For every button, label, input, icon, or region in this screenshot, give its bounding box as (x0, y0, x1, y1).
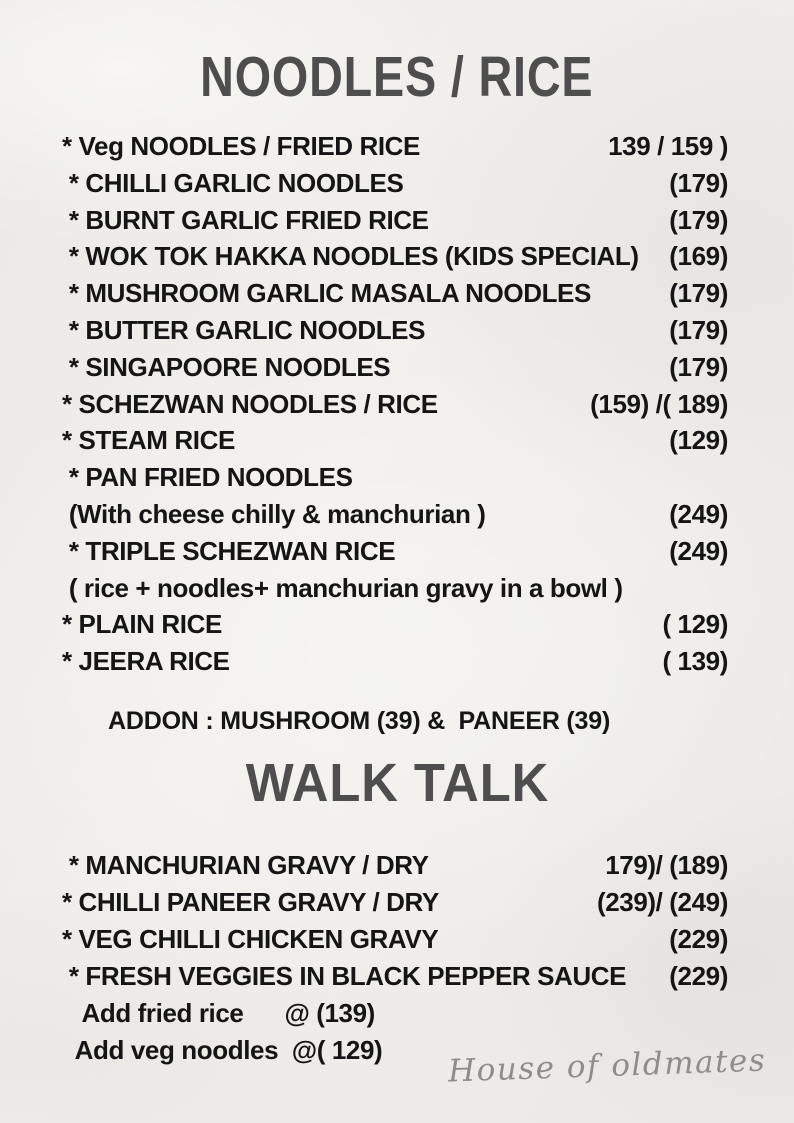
section-title-noodles-rice (0, 44, 794, 110)
menu-item-row (62, 496, 728, 533)
menu-item-name: * BURNT GARLIC FRIED RICE (62, 204, 429, 235)
menu-item-price: (229) (669, 924, 728, 954)
menu-item-name: * WOK TOK HAKKA NOODLES (KIDS SPECIAL) (62, 241, 639, 272)
menu-item-price: 139 / 159 ) (608, 131, 728, 161)
menu-item-row (62, 606, 728, 643)
menu-item-row (62, 275, 728, 312)
menu-item-row (62, 459, 728, 496)
menu-item-name: Add fried rice @ (139) (62, 998, 375, 1028)
menu-item-name: * TRIPLE SCHEZWAN RICE (62, 535, 396, 566)
menu-item-name: * STEAM RICE (62, 425, 235, 456)
menu-item-row (62, 422, 728, 459)
section-title-walk-talk (0, 752, 794, 814)
menu-item-row (62, 349, 728, 386)
menu-item-row (62, 958, 728, 995)
brand-signature: House of oldmates (447, 1042, 767, 1090)
menu-item-row (62, 643, 728, 680)
menu-item-name: * PLAIN RICE (62, 609, 222, 640)
menu-item-name: * SINGAPOORE NOODLES (62, 351, 391, 382)
menu-item-price: (249) (669, 535, 728, 566)
menu-item-price: (169) (669, 241, 728, 272)
menu-item-row (62, 202, 728, 239)
menu-item-row (62, 238, 728, 275)
menu-item-name: ( rice + noodles+ manchurian gravy in a bowl ) (62, 572, 623, 603)
menu-item-name: * SCHEZWAN NOODLES / RICE (62, 388, 438, 419)
menu-item-row (62, 995, 728, 1032)
menu-item-price: ( 139) (662, 646, 728, 677)
menu-item-name: * MANCHURIAN GRAVY / DRY (62, 850, 429, 880)
menu-item-name: * BUTTER GARLIC NOODLES (62, 314, 426, 345)
menu-item-name: * PAN FRIED NOODLES (62, 462, 353, 493)
menu-item-price: (179) (669, 278, 728, 309)
menu-item-price: (239)/ (249) (596, 887, 728, 917)
menu-item-name: * JEERA RICE (62, 646, 230, 677)
menu-item-price: (229) (669, 961, 728, 991)
menu-item-name: Add veg noodles @( 129) (62, 1035, 383, 1065)
section-title-text: NOODLES / RICE (200, 45, 594, 109)
menu-item-price: (159) /( 189) (590, 388, 728, 419)
menu-list-walk-talk (62, 847, 728, 1069)
menu-item-price: (179) (669, 314, 728, 345)
menu-item-price: 179)/ (189) (605, 850, 728, 880)
menu-item-name: * FRESH VEGGIES IN BLACK PEPPER SAUCE (62, 961, 627, 991)
menu-item-row (62, 386, 728, 423)
menu-item-name: * CHILLI PANEER GRAVY / DRY (62, 887, 439, 917)
menu-item-price: (179) (669, 204, 728, 235)
addon-note: ADDON : MUSHROOM (39) & PANEER (39) (108, 707, 611, 735)
menu-item-price: (179) (669, 351, 728, 382)
menu-list-noodles-rice (62, 128, 728, 680)
menu-item-price: (129) (669, 425, 728, 456)
menu-item-name: * MUSHROOM GARLIC MASALA NOODLES (62, 278, 591, 309)
menu-item-name: * VEG CHILLI CHICKEN GRAVY (62, 924, 439, 954)
menu-item-row (62, 533, 728, 570)
menu-item-row (62, 847, 728, 884)
menu-item-price: ( 129) (662, 609, 728, 640)
menu-item-row (62, 884, 728, 921)
menu-item-name: * Veg NOODLES / FRIED RICE (62, 131, 420, 161)
menu-item-row (62, 921, 728, 958)
menu-item-row (62, 570, 728, 607)
menu-item-price: (179) (669, 167, 728, 198)
menu-item-row (62, 128, 728, 165)
section-title-text: WALK TALK (245, 753, 549, 813)
menu-item-name: (With cheese chilly & manchurian ) (62, 498, 486, 529)
menu-item-name: * CHILLI GARLIC NOODLES (62, 167, 404, 198)
menu-item-row (62, 165, 728, 202)
menu-item-row (62, 312, 728, 349)
menu-item-price: (249) (669, 498, 728, 529)
